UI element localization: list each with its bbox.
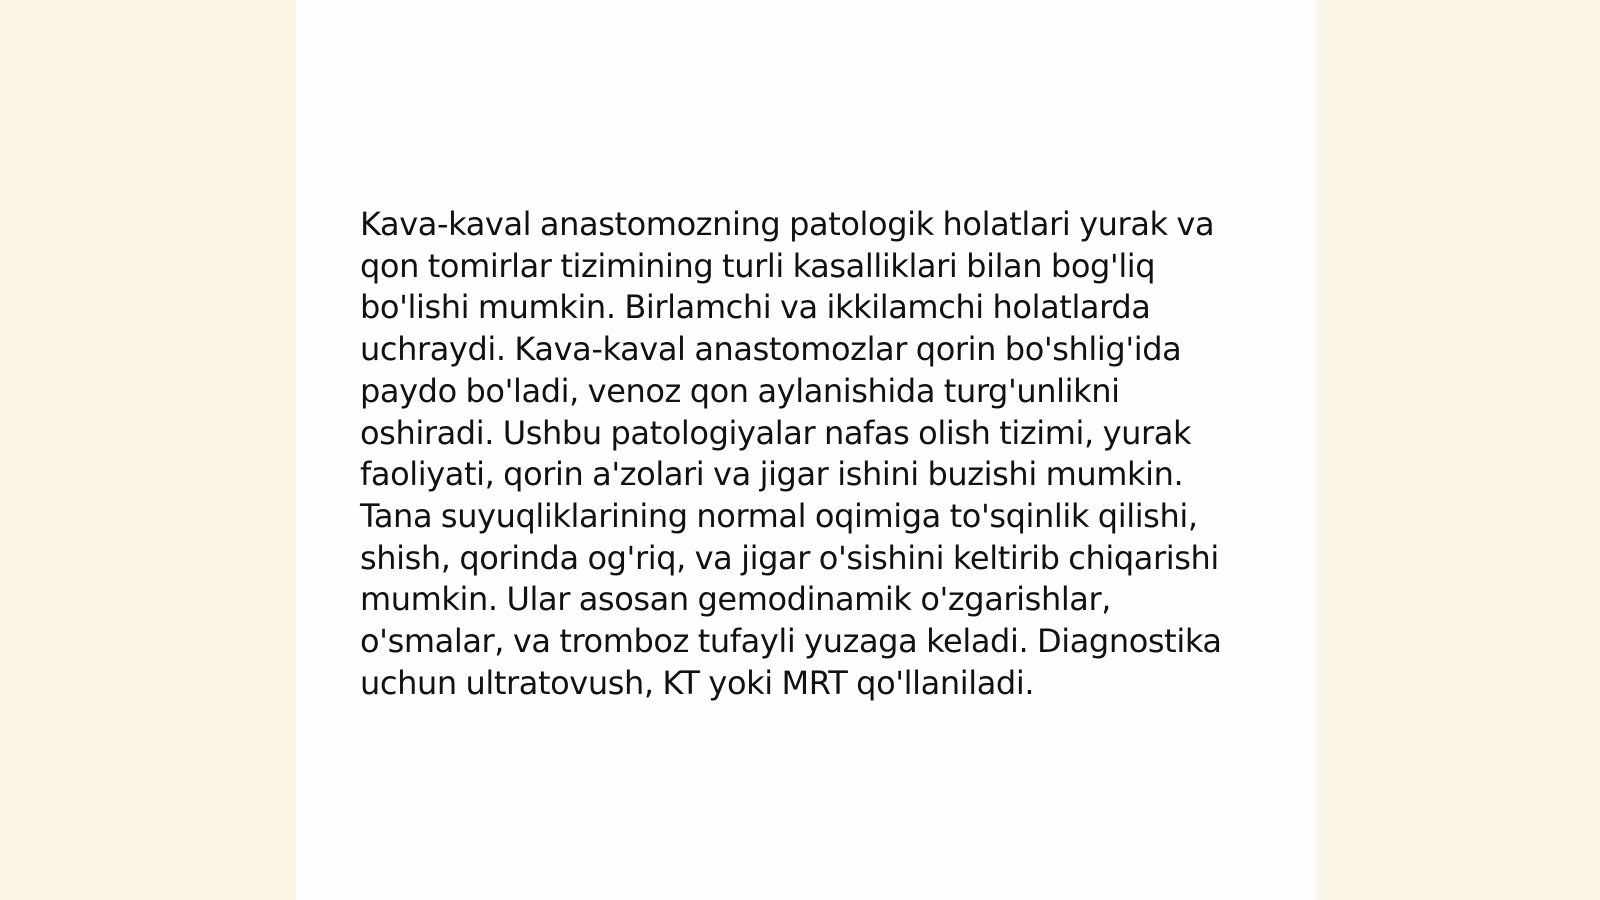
left-margin bbox=[0, 0, 296, 900]
slide-page bbox=[296, 0, 1316, 900]
right-margin bbox=[1316, 0, 1600, 900]
slide-body-text: Kava-kaval anastomozning patologik holatlari yurak va qon tomirlar tizimining turli kasalliklari bilan bog'liq bo'lishi mumkin. Birlamchi va ikkilamchi holatlarda uchraydi. Kava-kaval anastomozlar qorin bo'shlig'ida paydo bo'ladi, venoz qon aylanishida turg'unlikni oshiradi. Ushbu patologiyalar nafas olish tizimi, yurak faoliyati, qorin a'zolari va jigar ishini buzishi mumkin. Tana suyuqliklarining normal oqimiga to'sqinlik qilishi, shish, qorinda og'riq, va jigar o'sishini keltirib chiqarishi mumkin. Ular asosan gemodinamik o'zgarishlar, o'smalar, va tromboz tufayli yuzaga keladi. Diagnostika uchun ultratovush, KT yoki MRT qo'llaniladi. bbox=[360, 205, 1222, 702]
